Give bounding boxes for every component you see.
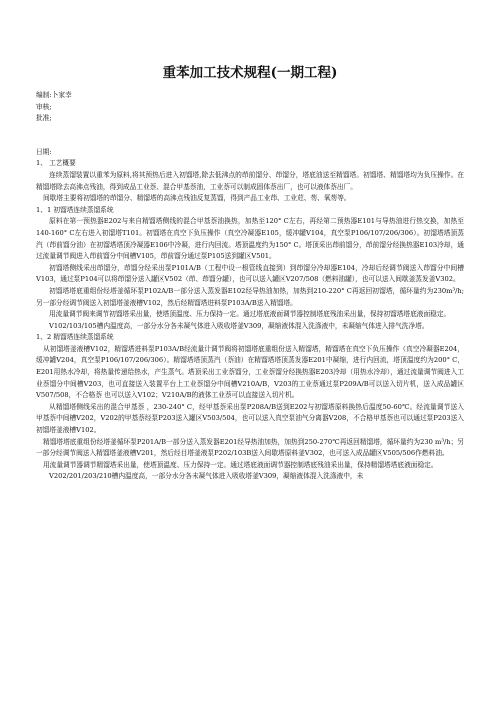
s11-paragraph-1: 原料在第一预热器E202与来自精馏塔侧线的混合甲基萘油换热，加热至120° C左右，再经第二预热器E101与导热油进行热交换，加热至140-160° C左右进入初馏塔T101。初馏塔在真空下负压操作（真空冷凝器E105，缓冲罐V104，真空泵P106/107/206/306）。初馏塔塔顶蒸汽（茚前馏分油）在初馏塔塔顶冷凝器E106中冷凝，进行内回流。塔顶温度约为150° C。塔顶采出茚前馏分，茚前馏分经换热器E103冷却，通过流量调节阀进入茚前馏分中间槽V105，茚前馏分通过泵P105送到罐区V501。 (36, 217, 464, 261)
date-line: 日期: (36, 147, 52, 156)
compiler-line: 编制:卜家幸 (36, 91, 72, 99)
s12-paragraph-4: 用流量调节器调节精馏塔采出量，使塔顶温度、压力保持一定。通过塔底液面调节器控制塔底残油采出量，保持精馏塔塔底液面稳定。 (43, 460, 438, 469)
s11-paragraph-3: 初馏塔塔底重组份经塔釜循环泵P102A/B一部分送入蒸发器E102经导热油加热，加热到210-220° C再返回初馏塔，循环量约为230m³/h;另一部分经调节阀送入初馏塔釜液槽V102，然后经精馏塔进料泵P103A/B送入精馏塔。 (36, 286, 464, 307)
s12-paragraph-1: 从初馏塔釜液槽V102，精馏塔进料泵P103A/B经流量计调节阀将初馏塔底重组份送入精馏塔，精馏塔在真空下负压操作（真空冷凝器E204，缓冲罐V204，真空泵P106/107/206/306）。精馏塔塔顶蒸汽（萘油）在精馏塔塔顶蒸发器E201中凝缩，进行内回流，塔顶温度约为200° C，E201用热水冷却，将热量传递给热水，产生蒸气。塔顶采出工业萘馏分，工业萘馏分经换热器E203冷却（用热水冷却），通过流量调节阀进入工业萘馏分中间槽V203，也可直接送入装置平台上工业萘馏分中间槽V210A/B，V203的工业萘通过泵P209A/B可以送入切片机，送入成品罐区V507/508，不合格萘 也可以送入V102；V210A/B的液体工业萘可以直接送入切片机。 (36, 344, 464, 400)
s12-paragraph-2: 从精馏塔侧线采出的混合甲基萘 ，230-240° C，经甲基萘采出泵P208A/B送到E202与初馏塔原料换热后温度50-60℃。经流量调节送入甲基萘中间槽V202，V202的甲基萘经泵P203送入罐区V503/504，也可以送入真空泵油气分离器V208，不合格甲基萘也可以通过泵P203送入初馏塔釜液槽V102。 (36, 402, 464, 435)
reviewer-line: 审核; (36, 102, 52, 111)
section-1-2-heading: 1、2 精馏塔连续蒸馏系统 (36, 333, 114, 342)
intro-paragraph-1: 连续蒸馏装置以重苯为原料,将其预热后进入初馏塔,除去低沸点的茚前馏分、茚馏分，塔底油送至精馏塔。初馏塔、精馏塔均为负压操作。在精馏塔除去高沸点残油，得到成品工业萘、混合甲基萘油，工业萘可以制成固体萘出厂，也可以液体萘出厂。 (36, 170, 464, 191)
document-title: 重苯加工技术规程(一期工程) (162, 65, 338, 81)
approver-line: 批准; (36, 114, 52, 123)
spacer (36, 125, 464, 147)
s11-paragraph-5: V102/103/105槽内温度高，一部分水分各未凝气体进入吸收塔釜V309，凝缩液体混入洗涤液中，未凝缩气体进入排气洗净塔。 (49, 321, 429, 330)
section-1-heading: 1、 工艺概要 (36, 159, 76, 168)
s11-paragraph-4: 用流量调节阀来调节初馏塔采出量，使塔顶温度、压力保持一定。通过塔底液面调节器控制塔底残油采出量，保持初馏塔塔底液面稳定。 (49, 310, 451, 319)
section-1-1-heading: 1、1 初馏塔连续蒸馏系统 (36, 205, 114, 214)
s12-paragraph-5: V202/201/203/210槽内温度高，一部分水分各未凝气体进入吸收塔釜V309，凝缩液体混入洗涤液中，未 (49, 472, 364, 481)
intro-paragraph-2: 间歇塔主要将初馏塔的茚馏分、精馏塔的高沸点残油反复蒸馏，得到产品工业茚、工业苊、芴、氧芴等。 (43, 194, 351, 203)
s12-paragraph-3: 精馏塔塔底重组份经塔釜循环泵P201A/B一部分送入蒸发器E201经导热油加热，加热到250-270℃再返回精馏塔，循环量约为230 m³/h；另一部分经调节阀送入精馏塔釜液槽V201，然后经目塔釜液泵P202/103B送入间歇塔原料釜V302，也可送入成品罐区V505/506作燃料油。 (36, 437, 464, 458)
s11-paragraph-2: 初馏塔侧线采出茚馏分，茚馏分经采出泵P101A/B（工程中设一根管线直接到）到茚馏分冷却器E104，冷却后经调节阀送入茚馏分中间槽V103，通过泵P104可以将茚馏分送入罐区V502（茚、茚馏分罐），也可以送入罐区V207/508（燃料油罐），也可以送入间歇釜蒸发釜V302。 (36, 263, 464, 284)
